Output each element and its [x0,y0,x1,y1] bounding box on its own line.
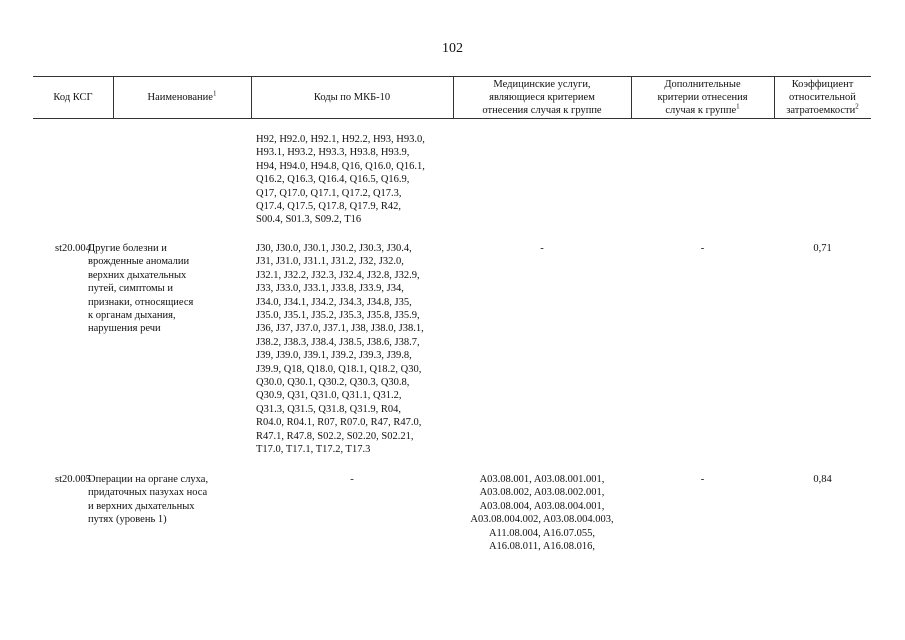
row-icd-codes: J30, J30.0, J30.1, J30.2, J30.3, J30.4, J31, J31.0, J31.1, J31.2, J32, J32.0, J32.1, J32.2, J32.3, J32.4, J32.8, J32.9, J33, J33.0, J33.1, J33.8, J33.9, J34, J34.0, J34.1, J34.2, J34.3, J34.8, J35, J35.0, J35.1, J35.2, J35.3, J35.8, J35.9, J36, J37, J37.0, J37.1, J38, J38.0, J38.1, J38.2, J38.3, J38.4, J38.5, J38.6, J38.7, J39, J39.0, J39.1, J39.2, J39.3, J39.8, J39.9, Q18, Q18.0, Q18.1, Q18.2, Q30, Q30.0, Q30.1, Q30.2, Q30.3, Q30.8, Q30.9, Q31, Q31.0, Q31.1, Q31.2, Q31.3, Q31.5, Q31.8, Q31.9, R04, R04.0, R04.1, R07, R07.0, R47, R47.0, R47.1, R47.8, S02.2, S02.20, S02.21, T17.0, T17.1, T17.2, T17.3 [256,243,424,456]
header-services: Медицинские услуги, являющиеся критерием отнесения случая к группе [482,78,602,116]
row-icd-codes: - [350,474,354,485]
row-name: Операции на органе слуха, придаточных пазухах носа и верхних дыхательных путях (уровень 1) [88,474,209,526]
header-icd-codes: Коды по МКБ-10 [313,91,391,103]
header-coefficient: Коэффициент относительной затратоемкости$^2$ [786,78,859,116]
row-code: st20.004 [55,243,91,254]
row-coefficient: 0,84 [813,474,832,485]
row-coefficient: 0,71 [813,243,832,254]
page-number: 102 [442,41,463,56]
row-name: Другие болезни и врожденные аномалии верхних дыхательных путей, симптомы и признаки, относящиеся к органам дыхания, нарушения речи [88,243,194,335]
header-extra-criteria: Дополнительные критерии отнесения случая к группе$^1$ [657,78,748,116]
row-services: A03.08.001, A03.08.001.001, A03.08.002, A03.08.002.001, A03.08.004, A03.08.004.001, A03.08.004.002, A03.08.004.003, A11.08.004, A16.07.055, A16.08.011, A16.08.016, [470,474,614,553]
header-code: Код КСГ [53,91,93,103]
row-extra-criteria: - [700,243,705,254]
row-extra-criteria: - [700,474,705,485]
row-icd-codes: H92, H92.0, H92.1, H92.2, H93, H93.0, H93.1, H93.2, H93.3, H93.8, H93.9, H94, H94.0, H94.8, Q16, Q16.0, Q16.1, Q16.2, Q16.3, Q16.4, Q16.5, Q16.9, Q17, Q17.0, Q17.1, Q17.2, Q17.3, Q17.4, Q17.5, Q17.8, Q17.9, R42, S00.4, S01.3, S09.2, T16 [256,134,425,226]
row-code: st20.005 [55,474,91,485]
row-services: - [540,243,544,254]
header-bottom-rule [33,118,871,119]
header-name: Наименование$^1$ [147,89,217,103]
